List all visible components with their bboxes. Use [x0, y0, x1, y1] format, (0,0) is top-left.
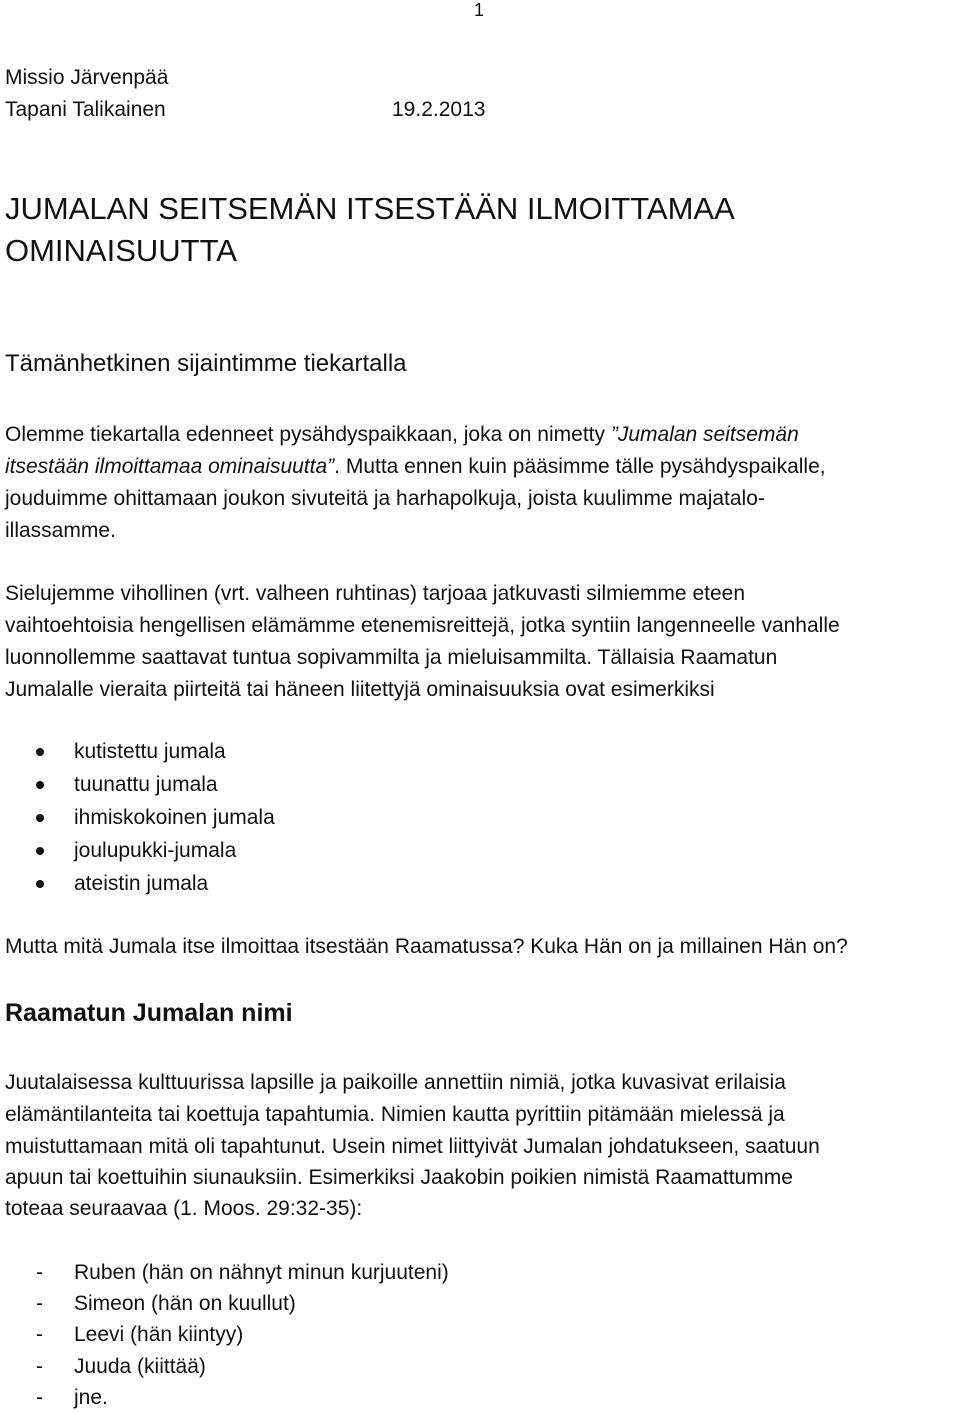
dash-list-item: Leevi (hän kiintyy) [74, 1323, 244, 1346]
paragraph-1-line-4: illassamme. [5, 519, 116, 542]
section-heading-gods-name: Raamatun Jumalan nimi [5, 999, 293, 1027]
bullet-icon [36, 748, 44, 756]
bullet-icon [36, 781, 44, 789]
dash-marker: - [36, 1292, 43, 1315]
organization-name: Missio Järvenpää [5, 66, 169, 89]
paragraph-3-line-1: Juutalaisessa kulttuurissa lapsille ja paikoille annettiin nimiä, jotka kuvasivat erilaisia [5, 1071, 786, 1094]
dash-list-item: Simeon (hän on kuullut) [74, 1292, 296, 1315]
paragraph-2-line-1: Sielujemme vihollinen (vrt. valheen ruhtinas) tarjoaa jatkuvasti silmiemme eteen [5, 582, 745, 605]
bullet-item: tuunattu jumala [74, 773, 218, 796]
bullet-item: kutistettu jumala [74, 740, 226, 763]
bullet-item: ihmiskokoinen jumala [74, 806, 275, 829]
paragraph-1-line-2 [5, 456, 826, 478]
dash-list-item: Juuda (kiittää) [74, 1355, 206, 1378]
bullet-icon [36, 880, 44, 888]
dash-marker: - [36, 1261, 43, 1284]
author-name: Tapani Talikainen [5, 98, 166, 121]
paragraph-2-line-4: Jumalalle vieraita piirteitä tai häneen liitettyjä ominaisuuksia ovat esimerkiksi [5, 678, 715, 701]
dash-list-item: Ruben (hän on nähnyt minun kurjuuteni) [74, 1261, 449, 1284]
stop-name-italic-end: itsestään ilmoittamaa ominaisuutta” [5, 455, 335, 478]
dash-marker: - [36, 1355, 43, 1378]
dash-marker: - [36, 1386, 43, 1409]
document-title-line-1: JUMALAN SEITSEMÄN ITSESTÄÄN ILMOITTAMAA [5, 191, 735, 226]
bullet-item: ateistin jumala [74, 872, 209, 895]
dash-marker: - [36, 1323, 43, 1346]
closing-question: Mutta mitä Jumala itse ilmoittaa itsestään Raamatussa? Kuka Hän on ja millainen Hän on? [5, 935, 848, 958]
paragraph-3-line-2: elämäntilanteita tai koettuja tapahtumia. Nimien kautta pyrittiin pitämään mielessä ja [5, 1103, 785, 1126]
bullet-item: joulupukki-jumala [74, 839, 237, 862]
page-number: 1 [474, 0, 485, 20]
paragraph-1-line-1-text: Olemme tiekartalla edenneet pysähdyspaikkaan, joka on nimetty [5, 423, 611, 446]
paragraph-1-line-3: jouduimme ohittamaan joukon sivuteitä ja harhapolkuja, joista kuulimme majatalo- [5, 487, 765, 510]
paragraph-3-line-5: toteaa seuraavaa (1. Moos. 29:32-35): [5, 1197, 363, 1220]
paragraph-2-line-3: luonnollemme saattavat tuntua sopivammilta ja mieluisammilta. Tällaisia Raamatun [5, 646, 778, 669]
document-date: 19.2.2013 [392, 98, 486, 121]
section-heading-roadmap: Tämänhetkinen sijaintimme tiekartalla [5, 350, 407, 377]
bullet-icon [36, 814, 44, 822]
paragraph-1-line-1 [5, 424, 799, 446]
paragraph-2-line-2: vaihtoehtoisia hengellisen elämämme etenemisreittejä, jotka syntiin langenneelle vanhalle [5, 614, 840, 637]
document-title-line-2: OMINAISUUTTA [5, 233, 237, 268]
paragraph-1-line-2-text: . Mutta ennen kuin pääsimme tälle pysähdyspaikalle, [334, 455, 826, 478]
stop-name-italic-start: ”Jumalan seitsemän [610, 423, 799, 446]
bullet-icon [36, 847, 44, 855]
paragraph-3-line-4: apuun tai koettuihin siunauksiin. Esimerkiksi Jaakobin poikien nimistä Raamattumme [5, 1166, 793, 1189]
paragraph-3-line-3: muistuttamaan mitä oli tapahtunut. Usein nimet liittyivät Jumalan johdatukseen, saatuun [5, 1135, 820, 1158]
dash-list-item: jne. [74, 1386, 108, 1409]
